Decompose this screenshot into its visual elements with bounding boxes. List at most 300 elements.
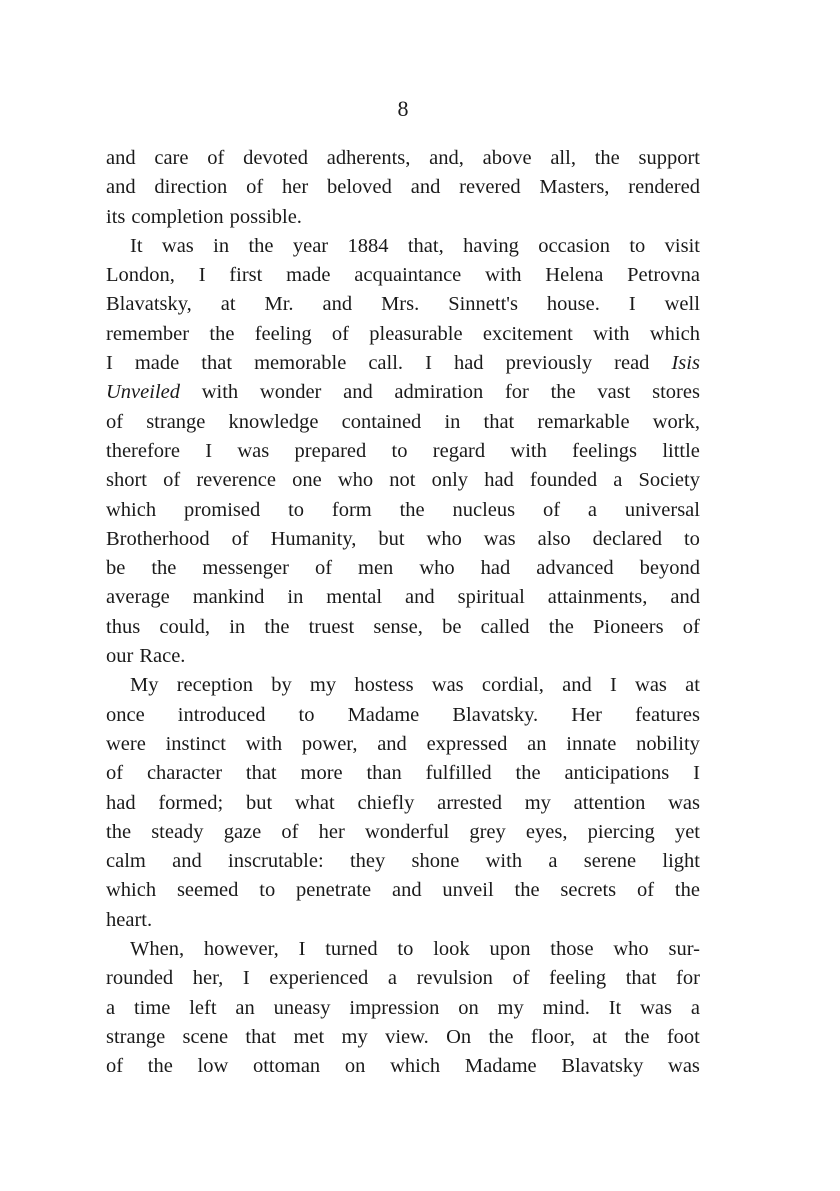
word: which [106, 879, 157, 902]
word: spiritual [457, 586, 525, 609]
word: to [298, 703, 315, 726]
word: the [514, 879, 540, 902]
word: When, [130, 938, 185, 961]
word: a [587, 498, 597, 521]
word: reception [176, 674, 253, 697]
word: secrets [560, 879, 617, 902]
word: reverence [196, 469, 276, 492]
word: Blavatsky [561, 1055, 644, 1078]
word: declared [592, 527, 663, 550]
word: however, [203, 938, 279, 961]
word: of [106, 1055, 124, 1078]
word: Masters, [539, 176, 610, 199]
word: previously [505, 352, 593, 375]
word: to [288, 498, 305, 521]
word: the [550, 381, 576, 404]
word: feeling [549, 967, 607, 990]
word: were [106, 732, 146, 755]
word: and [106, 147, 136, 169]
word: that [245, 762, 277, 785]
word: Isis [671, 352, 700, 375]
word: a [106, 996, 116, 1019]
word: but [378, 527, 405, 550]
text-line [106, 437, 700, 466]
word: the [624, 1025, 650, 1048]
word: a [613, 469, 623, 492]
word: strange [146, 410, 206, 433]
word: left [189, 996, 217, 1019]
word: who [337, 469, 374, 492]
word: unveil [442, 879, 494, 902]
word: chiefly [357, 791, 415, 814]
word: in [213, 234, 230, 257]
word: It [130, 234, 143, 257]
word: uneasy [273, 996, 331, 1019]
word: Mr. [264, 293, 294, 316]
word: foot [666, 1025, 700, 1048]
word: calm [106, 850, 146, 873]
word: that [201, 352, 233, 375]
word: I [628, 293, 636, 316]
word: character [146, 762, 223, 785]
word: having [463, 234, 519, 257]
word: all, [550, 147, 576, 169]
text-line [106, 349, 700, 378]
word: the [594, 147, 620, 169]
word: made [286, 264, 331, 287]
text-line [106, 554, 700, 583]
word: introduced [177, 703, 266, 726]
word: Mrs. [381, 293, 420, 316]
word: who [419, 557, 455, 580]
word: hostess [354, 674, 414, 697]
word: look [433, 938, 470, 961]
word: 1884 [347, 234, 389, 257]
word: admiration [394, 381, 484, 404]
text-line [106, 994, 700, 1023]
word: to [629, 234, 646, 257]
word: features [635, 703, 700, 726]
word: Race. [139, 645, 186, 668]
word: grey [469, 820, 506, 843]
word: the [151, 557, 177, 580]
text-line [106, 789, 700, 818]
word: was [640, 996, 672, 1019]
word: at [592, 1025, 608, 1048]
word: the [674, 879, 700, 902]
word: made [134, 352, 180, 375]
text-line [106, 906, 700, 935]
text-line [106, 232, 700, 261]
word: little [662, 439, 700, 462]
word: Blavatsky, [106, 293, 192, 316]
word: On [446, 1025, 472, 1048]
word: an [527, 732, 547, 755]
word: with [485, 264, 522, 287]
word: ottoman [252, 1055, 321, 1078]
word: that, [407, 234, 444, 257]
word: at [685, 674, 700, 697]
word: her [282, 176, 309, 199]
word: which [106, 498, 157, 521]
word: formed; [158, 791, 224, 814]
word: truest [308, 615, 355, 638]
word: knowledge [228, 410, 319, 433]
word: the [209, 322, 235, 345]
word: Humanity, [270, 527, 357, 550]
word: be [442, 615, 462, 638]
word: the [515, 762, 541, 785]
text-line [106, 173, 700, 202]
word: possible. [229, 205, 302, 228]
word: to [391, 439, 408, 462]
word: of [682, 615, 700, 638]
word: which [390, 1055, 441, 1078]
text-line [106, 203, 700, 232]
word: to [397, 938, 414, 961]
word: and [172, 850, 202, 873]
word: devoted [243, 147, 308, 169]
word: stores [652, 381, 700, 404]
word: and [377, 732, 407, 755]
word: had [106, 791, 136, 814]
word: and [670, 586, 700, 609]
word: pleasurable [369, 322, 463, 345]
word: Madame [464, 1055, 537, 1078]
word: what [294, 791, 335, 814]
word: and [106, 176, 136, 199]
word: form [331, 498, 372, 521]
word: feeling [254, 322, 312, 345]
word: a [690, 996, 700, 1019]
word: completion [131, 205, 224, 228]
text-line [106, 466, 700, 495]
word: strange [106, 1025, 166, 1048]
word: yet [674, 820, 700, 843]
word: was [237, 439, 270, 462]
word: scene [182, 1025, 229, 1048]
word: floor, [530, 1025, 575, 1048]
word: one [292, 469, 322, 492]
text-line [106, 701, 700, 730]
text-line [106, 964, 700, 993]
word: Her [571, 703, 602, 726]
word: of [281, 820, 299, 843]
word: my [309, 674, 337, 697]
word: Society [638, 469, 700, 492]
word: I [425, 352, 432, 375]
word: that [483, 410, 515, 433]
word: at [220, 293, 236, 316]
word: for [504, 381, 529, 404]
word: I [242, 967, 250, 990]
word: was [483, 527, 516, 550]
word: only [431, 469, 469, 492]
word: well [664, 293, 700, 316]
word: sur- [668, 938, 700, 961]
word: and [391, 879, 422, 902]
word: of [106, 762, 124, 785]
word: and [562, 674, 592, 697]
word: excitement [482, 322, 573, 345]
word: Pioneers [592, 615, 664, 638]
word: beyond [639, 557, 700, 580]
text-line [106, 935, 700, 964]
word: by [271, 674, 292, 697]
word: inscrutable: [228, 850, 324, 873]
word: house. [546, 293, 600, 316]
word: men [358, 557, 394, 580]
word: the [106, 820, 132, 843]
word: of [163, 469, 181, 492]
word: care [154, 147, 189, 169]
text-line [106, 408, 700, 437]
word: they [349, 850, 386, 873]
word: on [344, 1055, 366, 1078]
word: piercing [587, 820, 655, 843]
word: with [245, 732, 283, 755]
word: Madame [347, 703, 420, 726]
body-text [106, 144, 700, 1082]
word: wonder [259, 381, 322, 404]
word: her, [192, 967, 224, 990]
word: of [314, 557, 333, 580]
word: and, [429, 147, 464, 169]
word: memorable [254, 352, 347, 375]
word: was [161, 234, 194, 257]
text-line [106, 378, 700, 407]
word: My [130, 674, 159, 697]
word: nucleus [452, 498, 516, 521]
word: the [264, 615, 290, 638]
word: on [458, 996, 479, 1019]
text-line [106, 1052, 700, 1081]
word: to [259, 879, 276, 902]
word: innate [566, 732, 617, 755]
word: had [453, 352, 484, 375]
word: I [205, 439, 213, 462]
word: of [246, 176, 264, 199]
word: experienced [269, 967, 369, 990]
word: expressed [426, 732, 508, 755]
word: and [343, 381, 373, 404]
word: occasion [538, 234, 610, 257]
word: power, [301, 732, 358, 755]
text-line [106, 613, 700, 642]
word: direction [154, 176, 228, 199]
text-line [106, 642, 700, 671]
word: the [548, 615, 574, 638]
page-number: 8 [397, 96, 409, 121]
word: acquaintance [354, 264, 462, 287]
text-line [106, 320, 700, 349]
word: to [683, 527, 700, 550]
word: once [106, 703, 145, 726]
word: had [480, 557, 511, 580]
text-line [106, 1023, 700, 1052]
word: arrested [437, 791, 502, 814]
word: Unveiled [106, 381, 180, 404]
word: the [399, 498, 425, 521]
word: I [298, 938, 306, 961]
word: a [548, 850, 558, 873]
word: be [106, 557, 126, 580]
word: remarkable [537, 410, 630, 433]
word: not [389, 469, 416, 492]
word: was [635, 674, 667, 697]
word: who [426, 527, 462, 550]
word: advanced [536, 557, 614, 580]
word: was [668, 1055, 700, 1078]
text-line [106, 876, 700, 905]
word: who [613, 938, 649, 961]
word: time [133, 996, 171, 1019]
word: than [366, 762, 402, 785]
word: serene [583, 850, 637, 873]
word: which [649, 322, 700, 345]
word: penetrate [296, 879, 372, 902]
word: sense, [373, 615, 423, 638]
word: the [147, 1055, 173, 1078]
word: Brotherhood [106, 527, 210, 550]
text-line [106, 583, 700, 612]
text-line [106, 261, 700, 290]
word: and [322, 293, 353, 316]
word: nobility [636, 732, 700, 755]
word: first [229, 264, 263, 287]
word: that [625, 967, 657, 990]
word: I [693, 762, 700, 785]
word: promised [183, 498, 261, 521]
word: was [668, 791, 700, 814]
word: and [410, 176, 441, 199]
word: fulfilled [425, 762, 492, 785]
word: Blavatsky. [452, 703, 539, 726]
word: of [542, 498, 561, 521]
word: Sinnett's [448, 293, 518, 316]
word: an [235, 996, 255, 1019]
word: attention [573, 791, 646, 814]
text-line [106, 818, 700, 847]
word: messenger [202, 557, 289, 580]
word: I [609, 674, 617, 697]
word: and [405, 586, 435, 609]
word: also [537, 527, 571, 550]
word: a [387, 967, 398, 990]
word: my [341, 1025, 368, 1048]
word: instinct [165, 732, 226, 755]
word: called [480, 615, 530, 638]
word: with [593, 322, 630, 345]
word: of [636, 879, 655, 902]
word: gaze [223, 820, 262, 843]
word: of [231, 527, 249, 550]
word: its [106, 205, 126, 228]
word: founded [529, 469, 598, 492]
word: was [431, 674, 464, 697]
word: feelings [572, 439, 638, 462]
word: contained [341, 410, 422, 433]
word: therefore [106, 439, 180, 462]
word: Petrovna [627, 264, 700, 287]
word: light [662, 850, 700, 873]
word: revered [459, 176, 521, 199]
word: universal [624, 498, 700, 521]
text-line [106, 290, 700, 319]
word: steady [151, 820, 204, 843]
word: Helena [545, 264, 604, 287]
word: I [106, 352, 113, 375]
word: those [550, 938, 594, 961]
word: above [482, 147, 532, 169]
word: in [229, 615, 246, 638]
text-line [106, 759, 700, 788]
word: mankind [192, 586, 265, 609]
word: low [197, 1055, 229, 1078]
text-line [106, 525, 700, 554]
word: It [608, 996, 622, 1019]
word: mental [326, 586, 383, 609]
word: had [484, 469, 514, 492]
word: London, [106, 264, 175, 287]
word: more [300, 762, 343, 785]
word: met [293, 1025, 325, 1048]
word: visit [664, 234, 700, 257]
word: support [638, 147, 700, 169]
word: my [497, 996, 524, 1019]
word: upon [489, 938, 531, 961]
text-line [106, 671, 700, 700]
word: remember [106, 322, 190, 345]
word: turned [325, 938, 378, 961]
word: I [198, 264, 206, 287]
word: in [444, 410, 461, 433]
text-line [106, 847, 700, 876]
word: that [245, 1025, 277, 1048]
word: thus [106, 615, 141, 638]
word: in [287, 586, 304, 609]
word: of [106, 410, 124, 433]
word: with [510, 439, 547, 462]
text-line [106, 496, 700, 525]
word: of [331, 322, 349, 345]
word: regard [432, 439, 486, 462]
word: impression [349, 996, 440, 1019]
word: but [245, 791, 273, 814]
word: work, [652, 410, 700, 433]
word: call. [368, 352, 404, 375]
word: adherents, [326, 147, 411, 169]
word: our [106, 645, 134, 668]
word: with [485, 850, 523, 873]
word: wonderful [364, 820, 450, 843]
word: of [512, 967, 530, 990]
word: anticipations [564, 762, 670, 785]
word: year [292, 234, 329, 257]
word: with [201, 381, 239, 404]
word: beloved [327, 176, 392, 199]
word: eyes, [525, 820, 568, 843]
word: the [248, 234, 274, 257]
word: heart. [106, 908, 153, 931]
word: shone [411, 850, 460, 873]
word: the [488, 1025, 514, 1048]
word: average [106, 586, 170, 609]
word: prepared [294, 439, 367, 462]
word: could, [159, 615, 211, 638]
word: rounded [106, 967, 174, 990]
word: mind. [542, 996, 590, 1019]
